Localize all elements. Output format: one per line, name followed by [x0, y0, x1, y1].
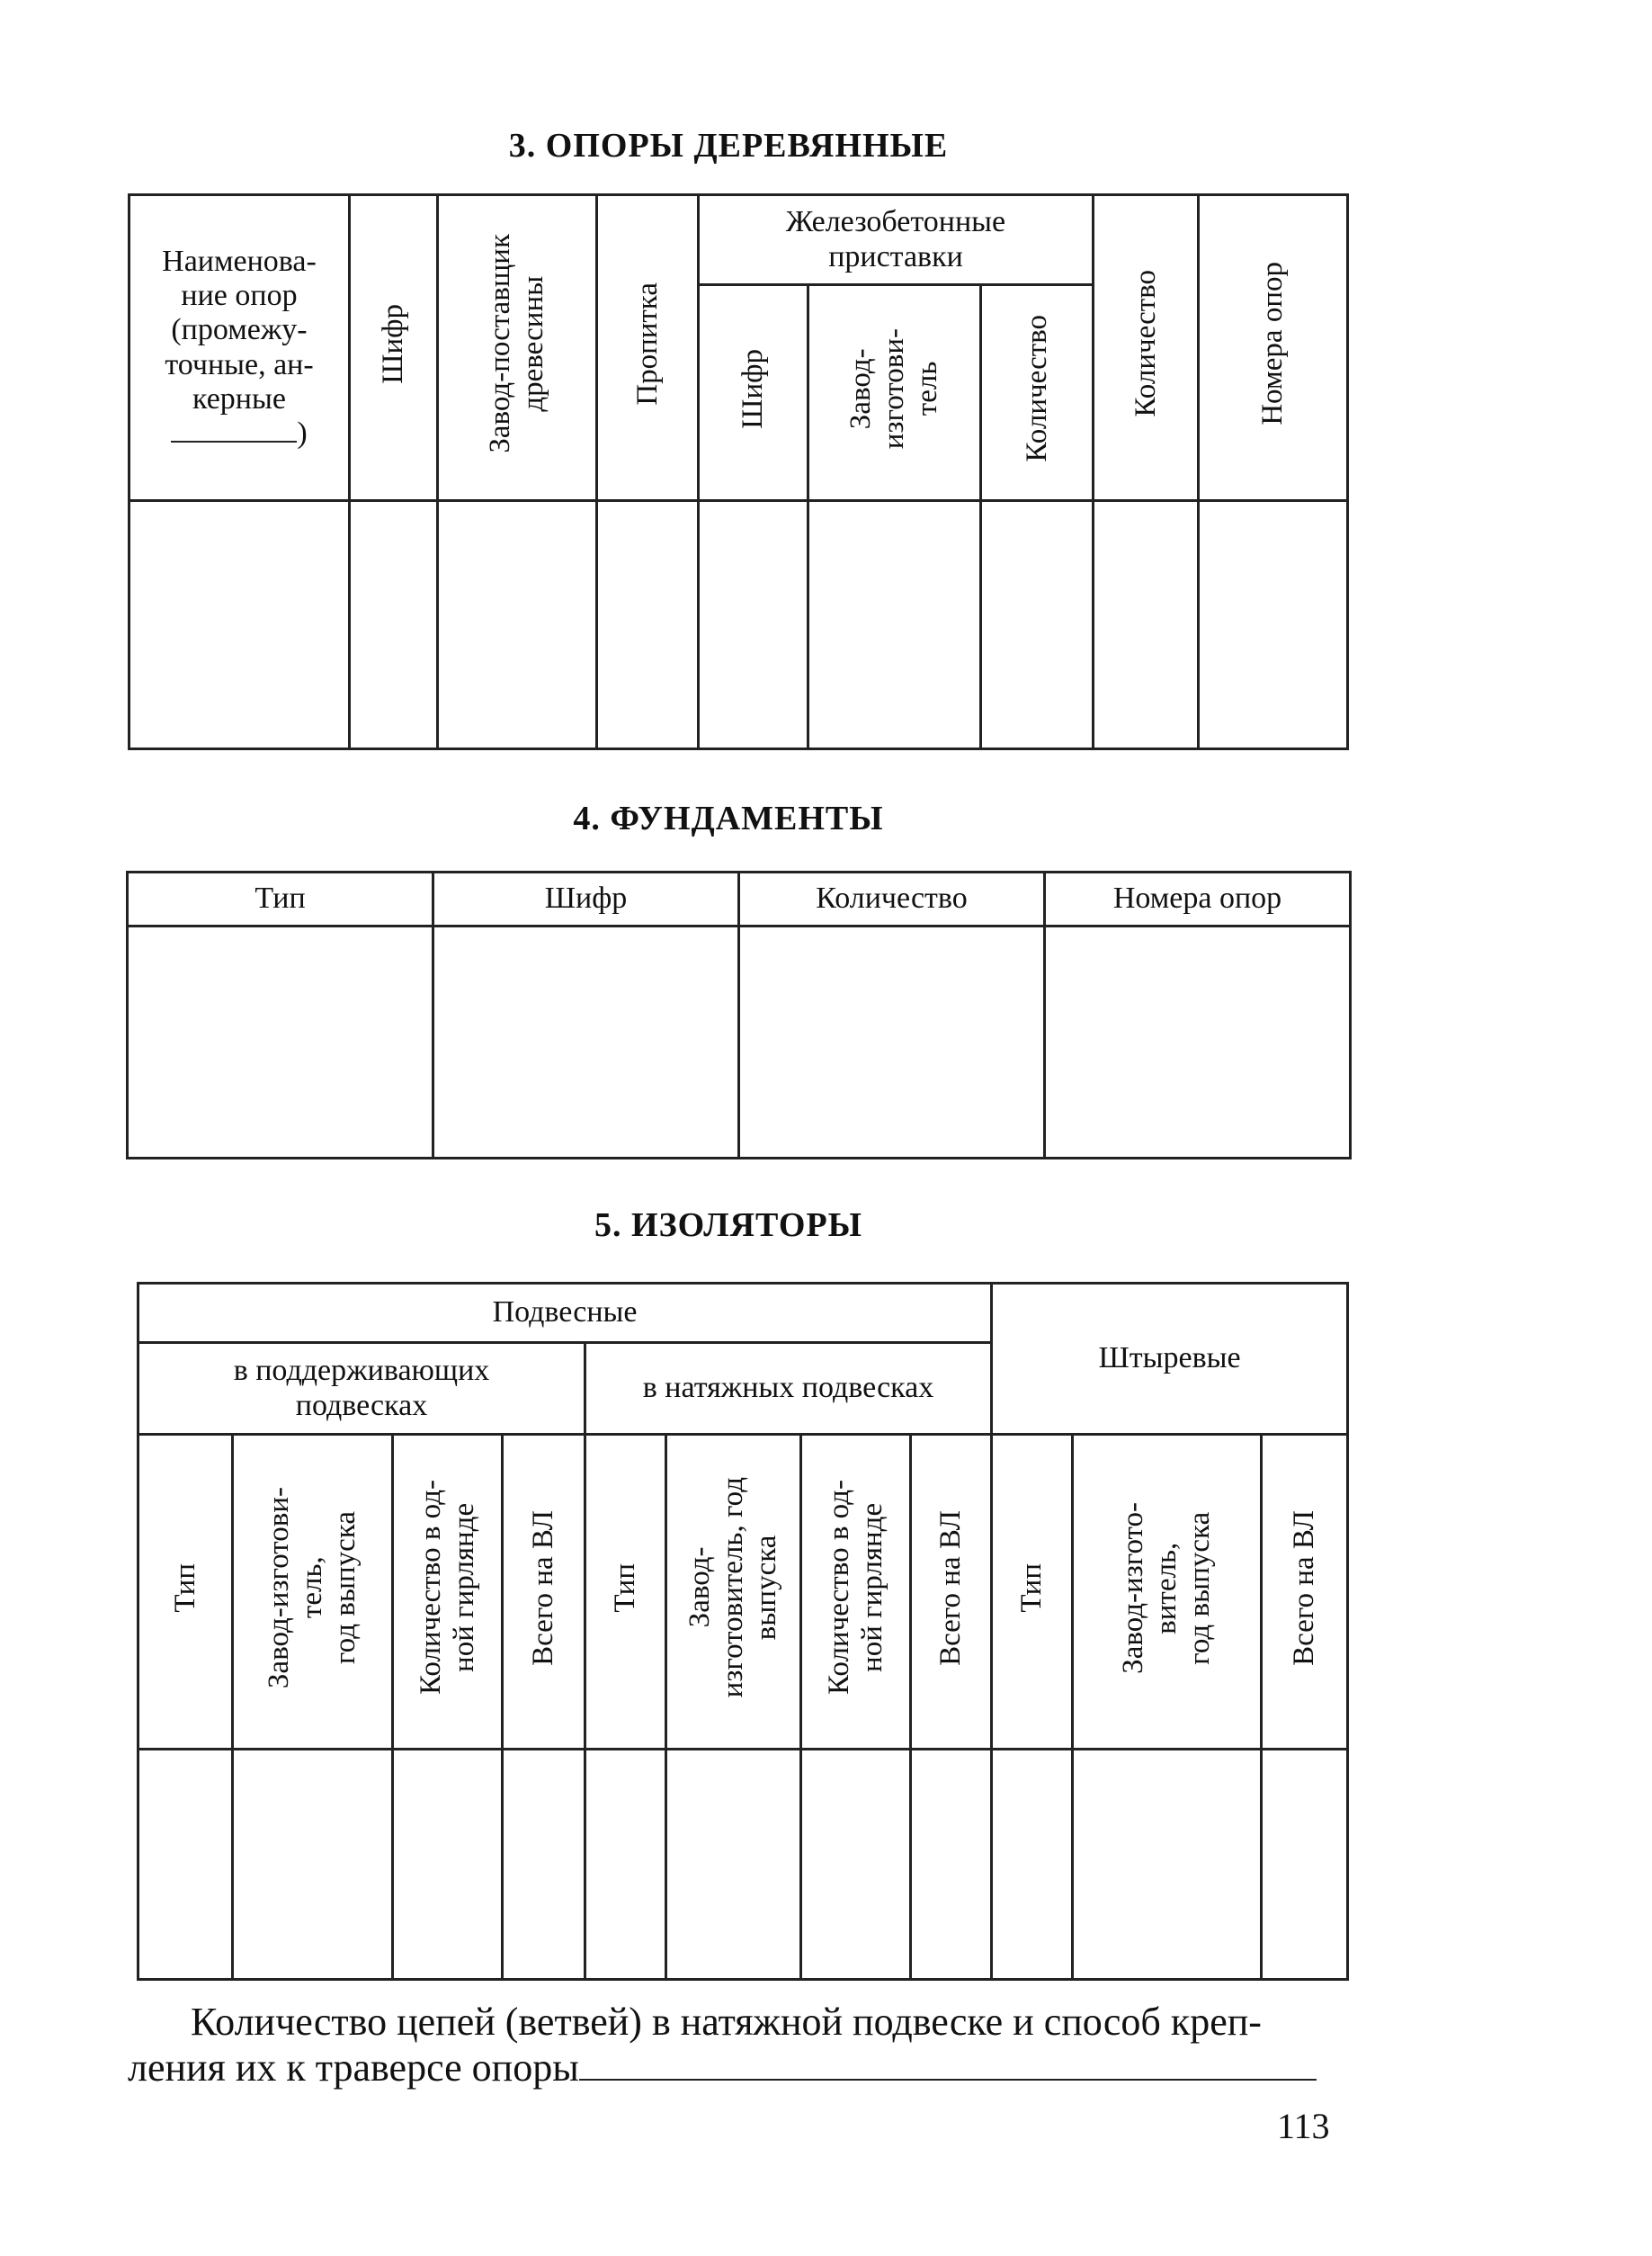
- section5-title: 5. ИЗОЛЯТОРЫ: [594, 1206, 862, 1244]
- table-cell[interactable]: [699, 501, 808, 749]
- header-label: [1117, 1502, 1217, 1674]
- table-cell[interactable]: [1073, 1750, 1262, 1980]
- table-cell[interactable]: [503, 1750, 585, 1980]
- paragraph-line-1: Количество цепей (ветвей) в натяжной подвеске и способ креп-: [191, 2000, 1262, 2044]
- header-label: [823, 1480, 889, 1695]
- table-row: [129, 501, 1348, 749]
- header-label: [263, 1487, 362, 1688]
- table-cell[interactable]: [433, 927, 739, 1159]
- table-cell[interactable]: [597, 501, 699, 749]
- table-cell[interactable]: [739, 927, 1045, 1159]
- header-code-label: Шифр: [377, 303, 410, 384]
- subheader-code: [699, 285, 808, 501]
- header-line: изготови-: [878, 327, 911, 450]
- header-supporting-manufacturer: [233, 1435, 393, 1750]
- section4-title: 4. ФУНДАМЕНТЫ: [573, 800, 884, 837]
- header-line: ной гирлянде: [447, 1502, 480, 1672]
- header-pole-name: [129, 195, 350, 501]
- header-supporting-per-string: [393, 1435, 503, 1750]
- table-cell[interactable]: [1045, 927, 1351, 1159]
- header-label: Всего на ВЛ: [1288, 1509, 1321, 1666]
- table-cell[interactable]: [981, 501, 1094, 749]
- table-cell[interactable]: [129, 501, 350, 749]
- header-line: Количество в од-: [822, 1480, 855, 1696]
- table-cell[interactable]: [138, 1750, 233, 1980]
- header-line: Наименова-: [162, 245, 317, 279]
- header-line: витель,: [1150, 1541, 1183, 1634]
- header-line: год выпуска: [1183, 1510, 1216, 1664]
- header-supplier-label: [484, 234, 550, 453]
- header-pole-numbers-label: Номера опор: [1256, 262, 1290, 425]
- table-cell[interactable]: [233, 1750, 393, 1980]
- header-line: (промежу-: [171, 313, 308, 347]
- header-label: Тип: [1015, 1562, 1049, 1613]
- table-cell[interactable]: [128, 927, 433, 1159]
- header-line: Завод-изгото-: [1117, 1501, 1150, 1674]
- header-tension-total: [911, 1435, 992, 1750]
- header-code: [350, 195, 438, 501]
- table-row: [138, 1750, 1348, 1980]
- subheader-quantity: [981, 285, 1094, 501]
- header-close-paren: ): [297, 416, 308, 450]
- header-label: Тип: [168, 1562, 201, 1613]
- table-row: [128, 927, 1351, 1159]
- header-label: Всего на ВЛ: [527, 1509, 560, 1666]
- header-type: Тип: [128, 873, 433, 927]
- header-line: Завод-: [683, 1547, 717, 1628]
- table-cell[interactable]: [585, 1750, 666, 1980]
- table-cell[interactable]: [992, 1750, 1073, 1980]
- subheader-quantity-label: Количество: [1020, 315, 1053, 462]
- header-line: приставки: [828, 239, 963, 273]
- paragraph-line-2-text: ления их к траверсе опоры: [128, 2046, 579, 2090]
- subheader-manufacturer-label: [844, 328, 944, 449]
- header-impregnation-label: Пропитка: [630, 282, 664, 406]
- header-line: Железобетонные: [785, 205, 1006, 239]
- header-suspended: Подвесные: [138, 1284, 992, 1343]
- table-wooden-poles: [128, 193, 1349, 750]
- header-label: [415, 1480, 481, 1695]
- header-line: ние опор: [181, 279, 298, 313]
- header-line: керные: [192, 381, 286, 416]
- header-pin-type: [992, 1435, 1073, 1750]
- header-line-blank: [130, 416, 348, 451]
- blank-underline: [171, 421, 297, 443]
- header-line: тель: [910, 361, 943, 416]
- header-line: точные, ан-: [165, 347, 314, 381]
- table-insulators: [137, 1282, 1349, 1981]
- header-line: Завод-поставщик: [484, 234, 517, 453]
- header-supplier: [438, 195, 597, 501]
- header-pin-total: [1262, 1435, 1348, 1750]
- header-line: древесины: [517, 275, 549, 412]
- header-pole-numbers: [1199, 195, 1348, 501]
- page-number: 113: [1277, 2106, 1330, 2146]
- header-line: тель,: [296, 1556, 329, 1619]
- header-line: Завод-изготови-: [263, 1486, 296, 1688]
- header-tension-type: [585, 1435, 666, 1750]
- table-cell[interactable]: [801, 1750, 911, 1980]
- header-supporting: [138, 1343, 585, 1435]
- header-tension: в натяжных подвесках: [585, 1343, 992, 1435]
- table-foundations: [126, 871, 1352, 1159]
- header-supporting-type: [138, 1435, 233, 1750]
- header-label: Всего на ВЛ: [934, 1509, 968, 1666]
- table-cell[interactable]: [1262, 1750, 1348, 1980]
- subheader-manufacturer: [808, 285, 981, 501]
- header-pole-numbers: Номера опор: [1045, 873, 1351, 927]
- table-cell[interactable]: [438, 501, 597, 749]
- header-quantity: Количество: [739, 873, 1045, 927]
- header-line: в поддерживающих: [233, 1354, 490, 1388]
- section3-title: 3. ОПОРЫ ДЕРЕВЯННЫЕ: [508, 127, 949, 165]
- fill-in-line[interactable]: [579, 2052, 1317, 2081]
- header-label: Тип: [609, 1562, 642, 1613]
- header-line: Завод-: [844, 348, 878, 429]
- table-cell[interactable]: [350, 501, 438, 749]
- chains-description: [128, 1999, 1333, 2090]
- header-line: год выпуска: [328, 1510, 362, 1664]
- table-cell[interactable]: [911, 1750, 992, 1980]
- header-pin-manufacturer: [1073, 1435, 1262, 1750]
- header-line: подвесках: [295, 1388, 428, 1422]
- header-quantity-label: Количество: [1129, 270, 1162, 417]
- table-cell[interactable]: [666, 1750, 801, 1980]
- subheader-code-label: Шифр: [737, 348, 770, 429]
- paragraph-line-2: [128, 2045, 1333, 2090]
- header-pin: Штыревые: [992, 1284, 1348, 1435]
- header-concrete-attachments: [699, 195, 1094, 285]
- header-tension-manufacturer: [666, 1435, 801, 1750]
- header-supporting-total: [503, 1435, 585, 1750]
- header-code: Шифр: [433, 873, 739, 927]
- header-line: ной гирлянде: [855, 1502, 889, 1672]
- header-label: [683, 1477, 783, 1697]
- table-cell[interactable]: [1199, 501, 1348, 749]
- header-quantity: [1094, 195, 1199, 501]
- table-cell[interactable]: [1094, 501, 1199, 749]
- table-cell[interactable]: [808, 501, 981, 749]
- header-line: изготовитель, год: [717, 1477, 750, 1698]
- header-tension-per-string: [801, 1435, 911, 1750]
- header-line: Количество в од-: [414, 1480, 447, 1696]
- header-line: выпуска: [749, 1535, 782, 1641]
- table-cell[interactable]: [393, 1750, 503, 1980]
- header-impregnation: [597, 195, 699, 501]
